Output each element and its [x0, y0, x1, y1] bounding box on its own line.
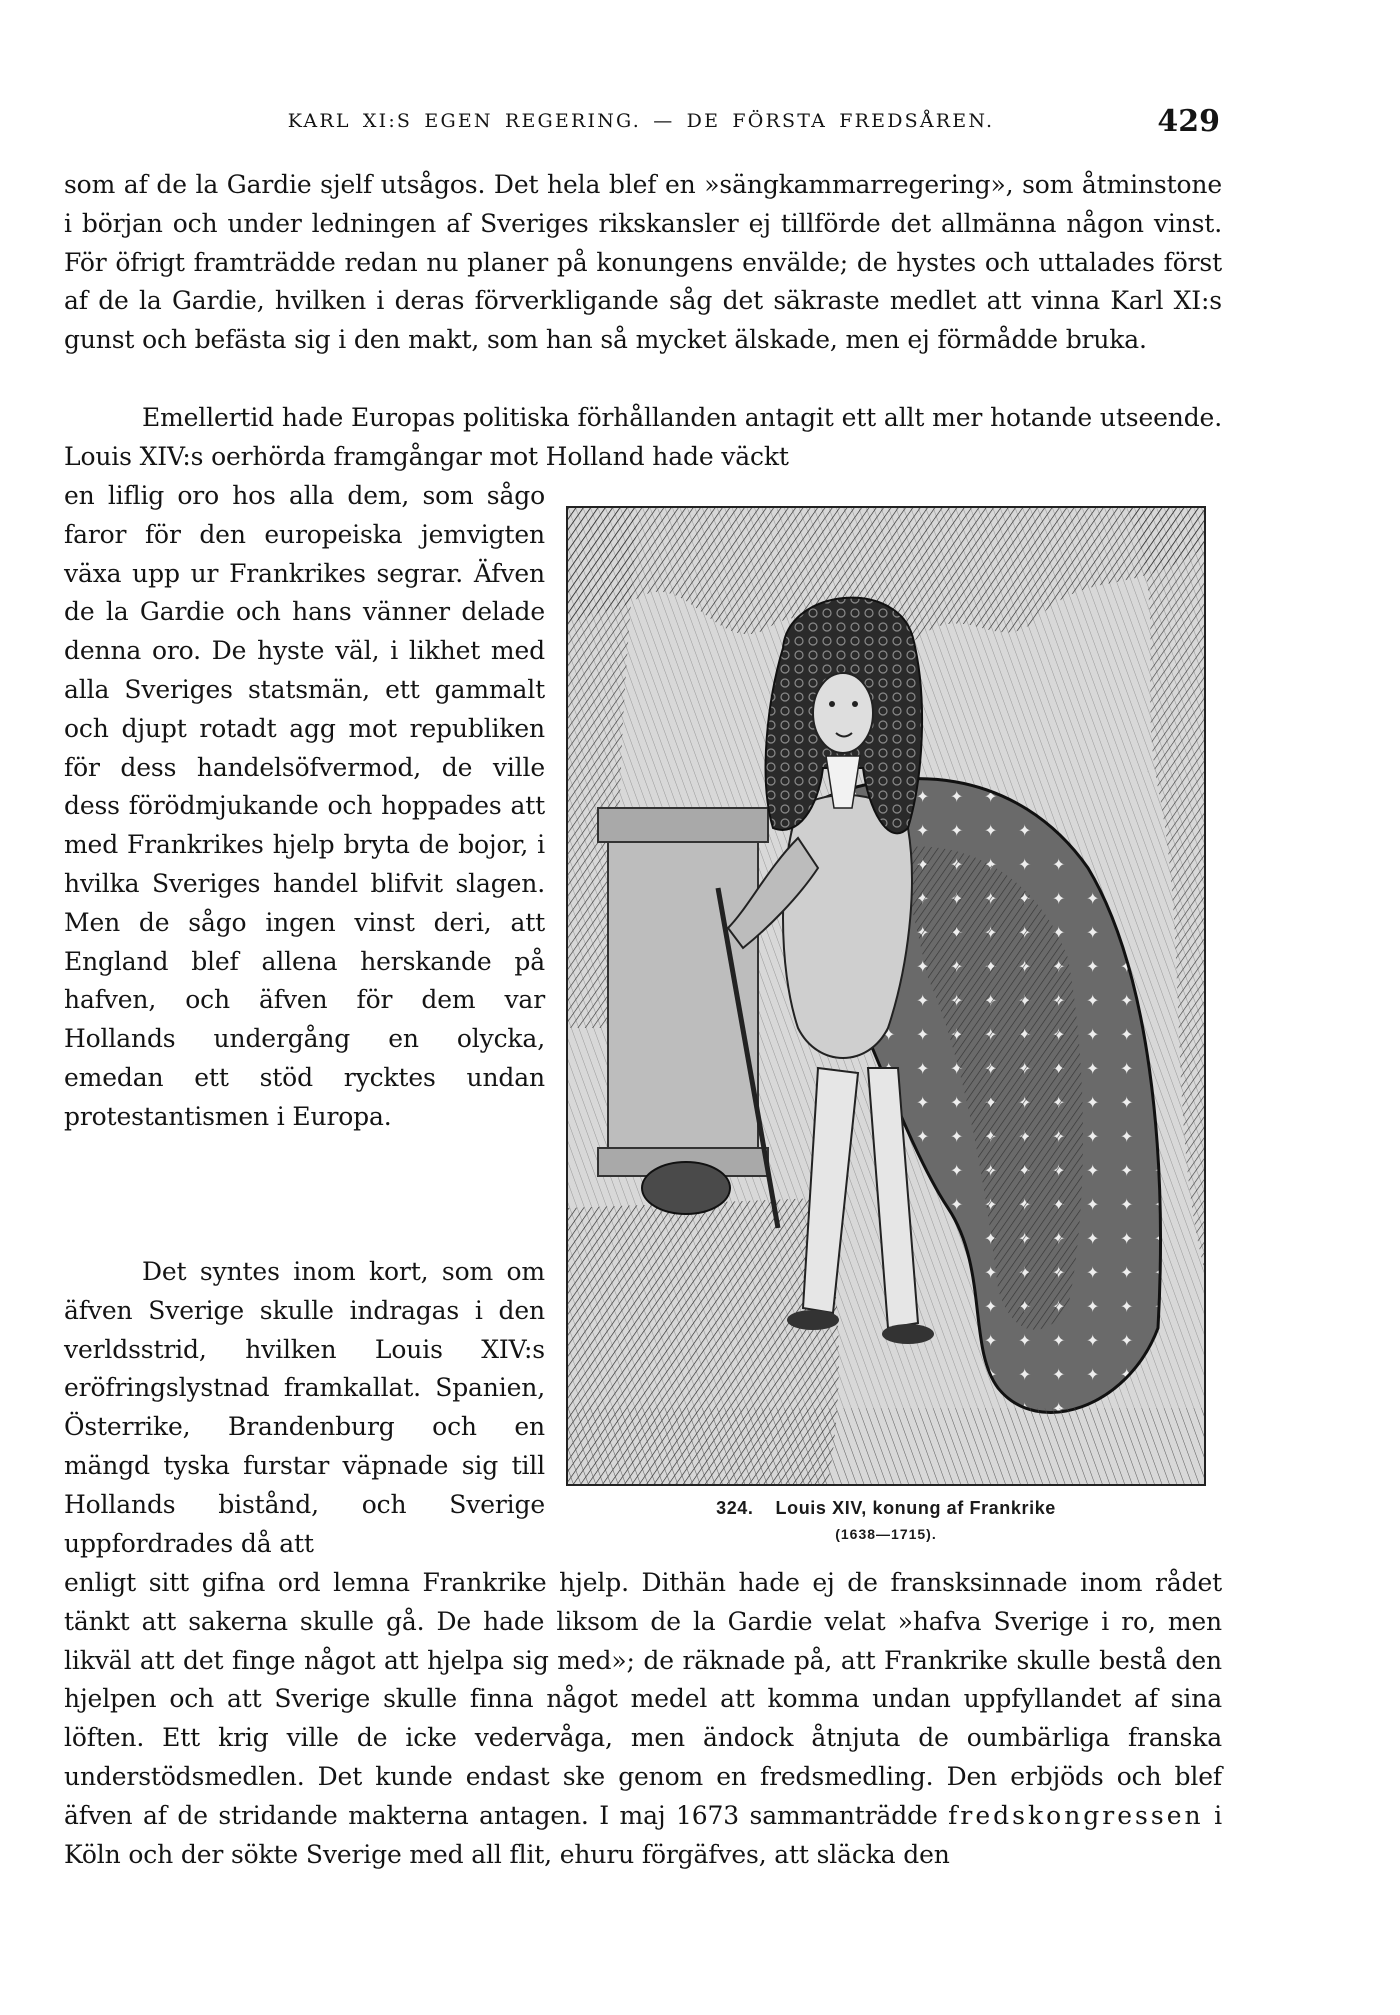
portrait-engraving [566, 506, 1206, 1486]
running-header [62, 104, 1220, 144]
page-number: 429 [1157, 104, 1220, 139]
running-title: KARL XI:S EGEN REGERING. — DE FÖRSTA FREDSÅREN. [287, 110, 995, 132]
spaced-emphasis: fredskongressen [948, 1800, 1204, 1830]
paragraph-2-full-width: Emellertid hade Europas politiska förhållanden antagit ett allt mer hotande utseende. Louis XIV:s oerhörda framgångar mot Holland hade väckt [64, 403, 1222, 471]
floor [568, 1408, 1204, 1484]
paragraph-1: som af de la Gardie sjelf utsågos. Det hela blef en »sängkammarregering», som åtminstone i början och under ledningen af Sveriges rikskansler ej tillförde det allmänna någon vinst. För öfrigt framträdde redan nu planer på konungens envälde; de hystes och uttalades först af de la Gardie, hvilken i deras förverkligande såg det säkraste medlet att vinna Karl XI:s gunst och befästa sig i den makt, som han så mycket älskade, men ej förmådde bruka. [64, 170, 1222, 355]
figure-caption [566, 1498, 1206, 1519]
paragraph-4-text-b: i Köln och der sökte Sverige med all flit, ehuru förgäfves, att släcka den [64, 1800, 1223, 1869]
face [813, 673, 873, 753]
portrait-figure [566, 506, 1206, 1542]
paragraph-3: Det syntes inom kort, som om äfven Sverige skulle indragas i den verldsstrid, hvilken Louis XIV:s eröfringslystnad framkallat. Spanien, Österrike, Brandenburg och en mängd tyska furstar väpnade sig till Hollands bistånd, och Sverige uppfordrades då att [64, 1257, 545, 1558]
paragraph-2-column: en liflig oro hos alla dem, som sågo faror för den europeiska jemvigten växa upp ur Frankrikes segrar. Äfven de la Gardie och hans vänner delade denna oro. De hyste väl, i likhet med alla Sveriges statsmän, ett gammalt och djupt rotadt agg mot republiken för dess handelsöfvermod, de ville dess förödmjukande och hoppades att med Frankrikes hjelp bryta de bojor, i hvilka Sveriges handel blifvit slagen. Men de sågo ingen vinst deri, att England blef allena herskande på hafven, och äfven för dem var Hollands undergång en olycka, emedan ett stöd rycktes undan protestantismen i Europa. [64, 481, 545, 1131]
paragraph-4 [64, 1564, 1222, 1874]
figure-number: 324. [716, 1498, 754, 1518]
figure-dates: (1638—1715). [835, 1526, 937, 1542]
paragraph-4-text-a: enligt sitt gifna ord lemna Frankrike hjelp. Dithän hade ej de fransksinnade inom rådet tänkt att sakerna skulle gå. De hade liksom de la Gardie velat »hafva Sverige i ro, men likväl att det finge något att hjelpa sig med»; de räknade på, att Frankrike skulle bestå den hjelpen och att Sverige skulle finna något medel att komma undan uppfyllandet af sina löften. Ett krig ville de icke vedervåga, men ändock åtnjuta de oumbärliga franska understödsmedlen. Det kunde endast ske genom en fredsmedling. Den erbjöds och blef äfven af de stridande makterna antagen. I maj 1673 sammanträdde [64, 1568, 1222, 1830]
crown [642, 1162, 730, 1214]
figure-title: Louis XIV, konung af Frankrike [775, 1498, 1056, 1518]
